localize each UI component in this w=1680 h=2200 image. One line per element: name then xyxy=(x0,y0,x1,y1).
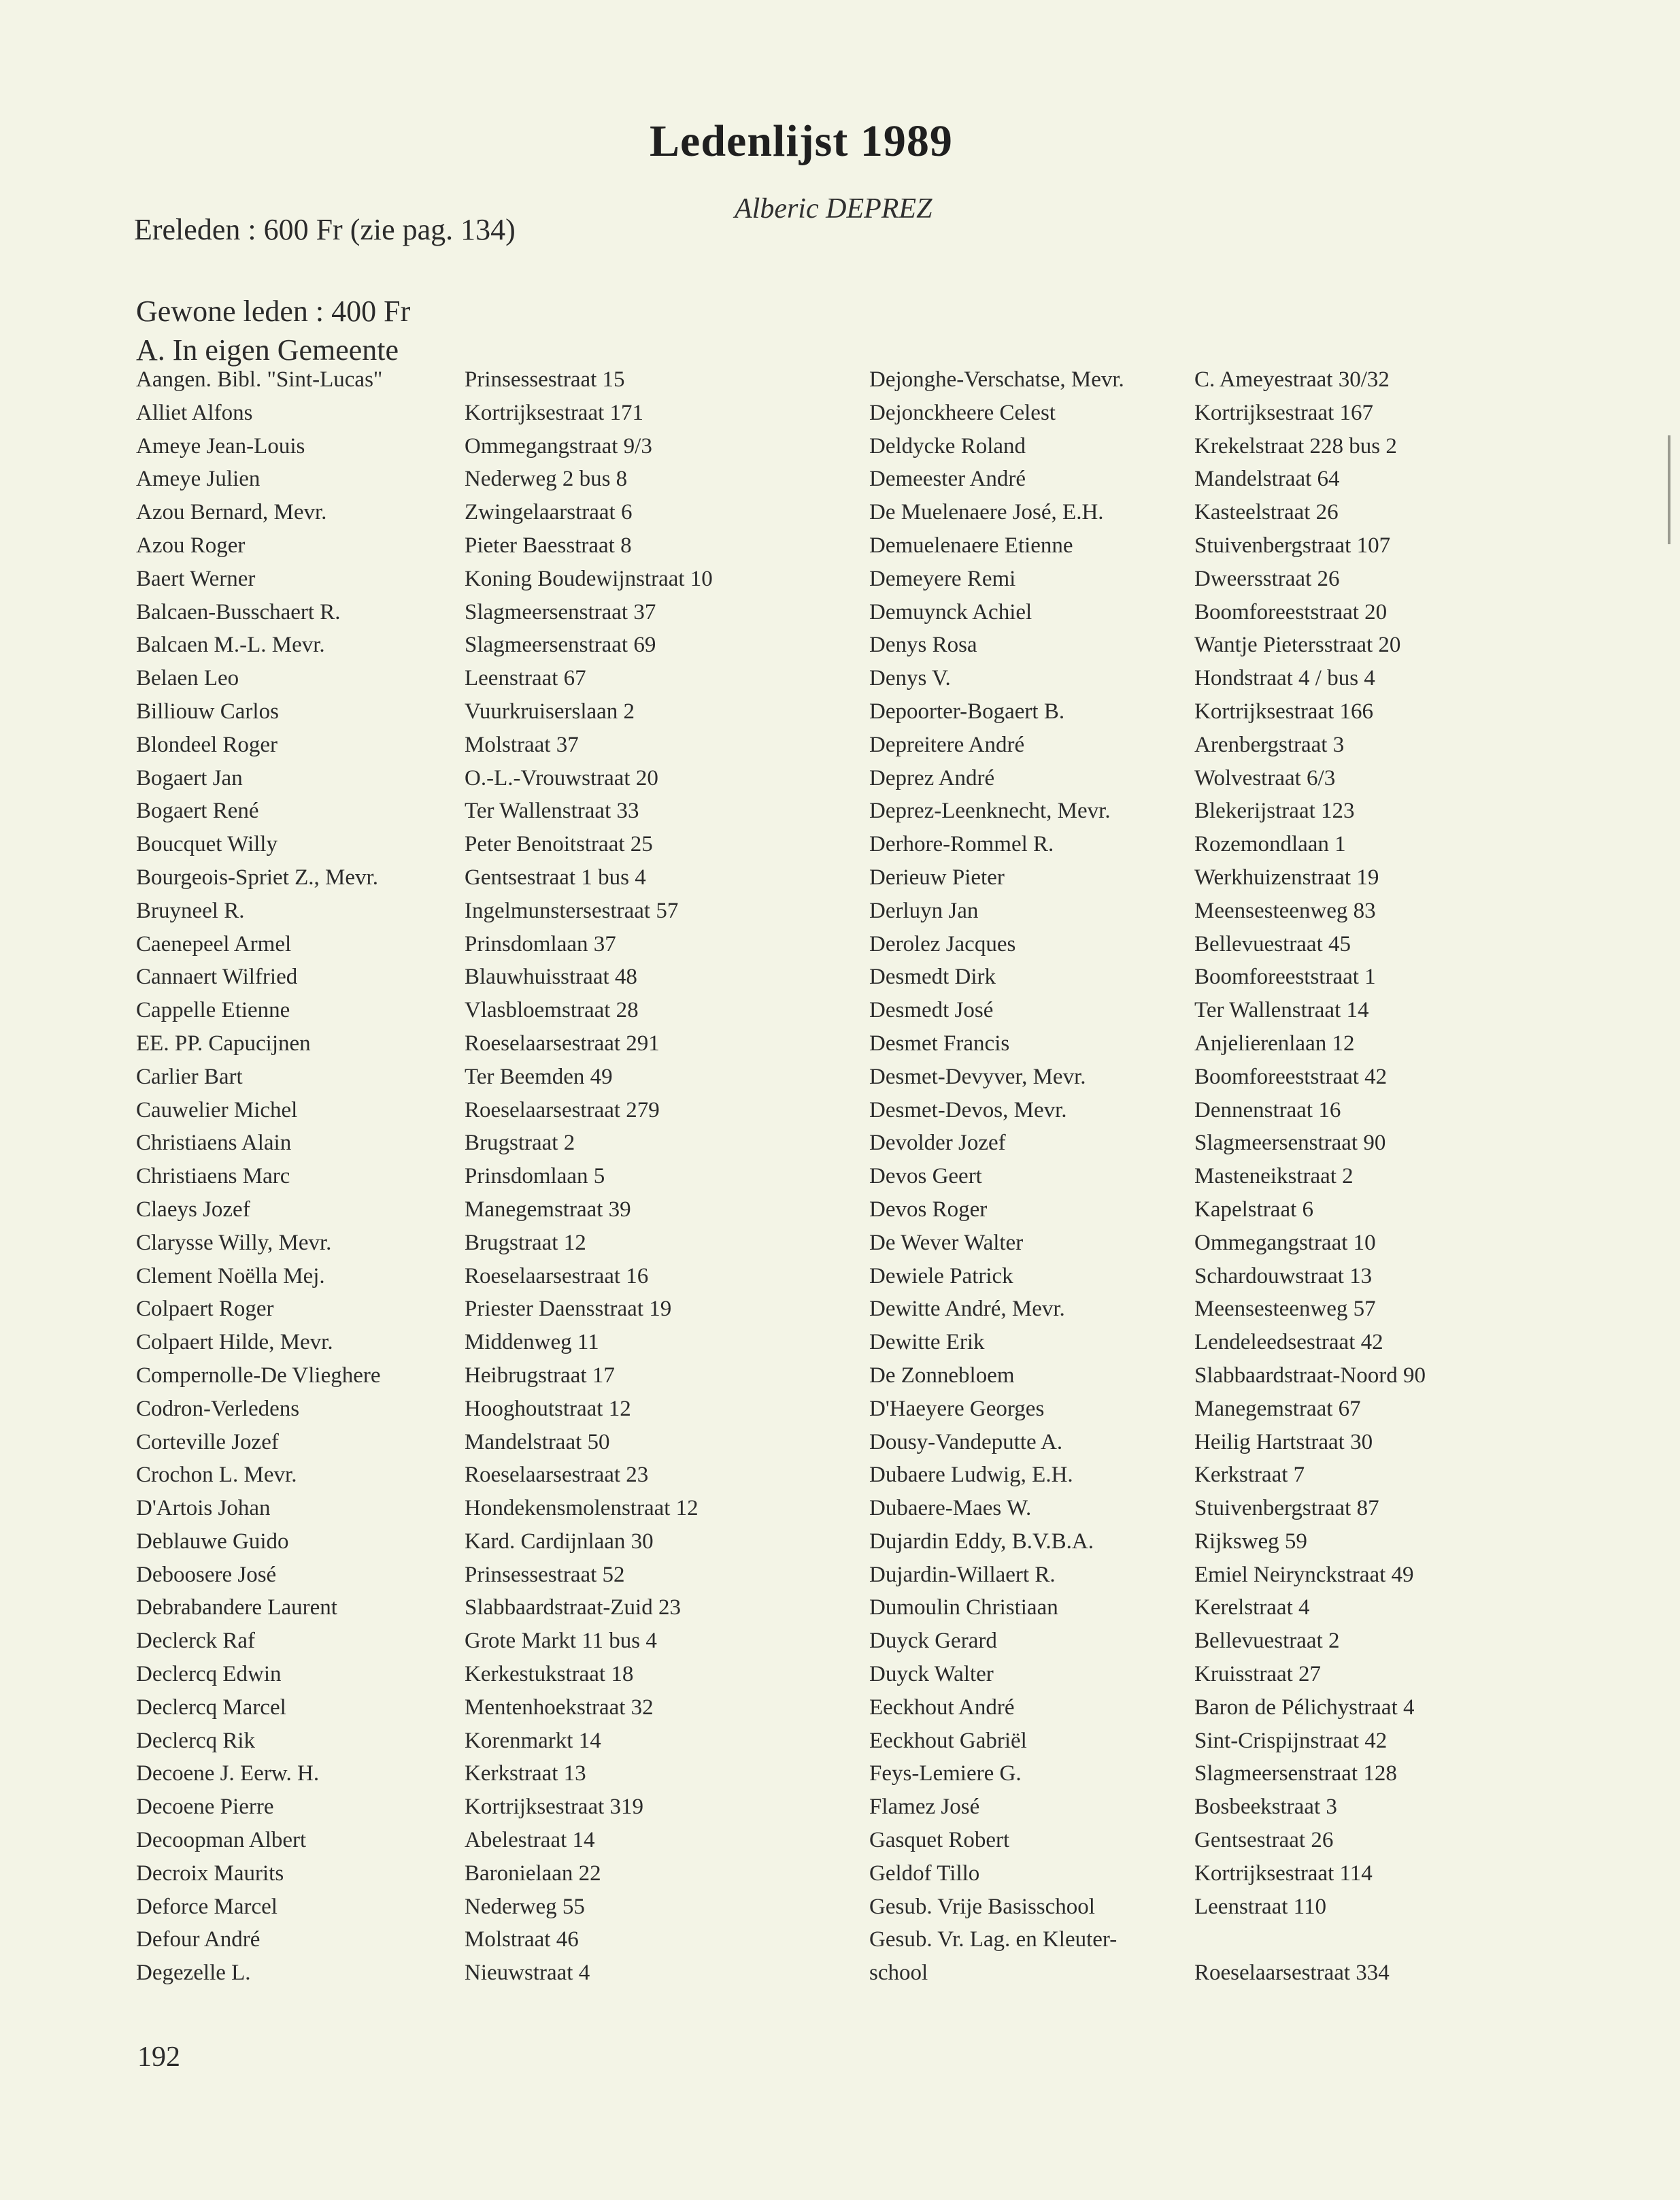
member-address: Kasteelstraat 26 xyxy=(1194,500,1339,525)
member-name: Desmet-Devyver, Mevr. xyxy=(869,1064,1086,1089)
member-address: Mandelstraat 64 xyxy=(1194,467,1340,492)
member-name: Demuynck Achiel xyxy=(869,599,1032,624)
member-address: Kapelstraat 6 xyxy=(1194,1197,1314,1222)
member-address: Gentsestraat 26 xyxy=(1194,1828,1334,1853)
member-name: Denys Rosa xyxy=(869,633,977,658)
member-name: Decoopman Albert xyxy=(136,1828,307,1853)
member-address: Hondstraat 4 / bus 4 xyxy=(1194,666,1375,691)
member-address: Ingelmunstersestraat 57 xyxy=(465,898,679,923)
member-name: Derieuw Pieter xyxy=(869,865,1005,890)
member-address: Grote Markt 11 bus 4 xyxy=(465,1629,657,1654)
member-address: Slagmeersenstraat 90 xyxy=(1194,1131,1386,1156)
member-address: Sint-Crispijnstraat 42 xyxy=(1194,1728,1388,1753)
member-address: Rijksweg 59 xyxy=(1194,1529,1307,1554)
honorary-members-fee: Ereleden : 600 Fr (zie pag. 134) xyxy=(134,213,516,246)
member-name: Caenepeel Armel xyxy=(136,931,292,956)
member-name: D'Haeyere Georges xyxy=(869,1396,1045,1421)
member-name: Azou Bernard, Mevr. xyxy=(136,500,327,525)
member-address: Boomforeeststraat 42 xyxy=(1194,1064,1388,1089)
member-address: Priester Daensstraat 19 xyxy=(465,1297,672,1322)
member-address: Korenmarkt 14 xyxy=(465,1728,601,1753)
member-name: Gesub. Vr. Lag. en Kleuter- xyxy=(869,1927,1118,1952)
member-name: Aangen. Bibl. "Sint-Lucas" xyxy=(136,367,383,392)
member-name: De Zonnebloem xyxy=(869,1363,1015,1388)
member-address: Ommegangstraat 9/3 xyxy=(465,433,652,459)
member-name: Desmedt Dirk xyxy=(869,965,996,990)
member-name: Clement Noëlla Mej. xyxy=(136,1263,325,1288)
member-name: Decoene J. Eerw. H. xyxy=(136,1761,320,1786)
member-address: Zwingelaarstraat 6 xyxy=(465,500,633,525)
member-name: Cauwelier Michel xyxy=(136,1097,298,1122)
member-name: Dewitte Erik xyxy=(869,1330,985,1355)
member-name: Dubaere Ludwig, E.H. xyxy=(869,1463,1073,1488)
page-edge-mark xyxy=(1668,435,1670,544)
member-address: Kortrijksestraat 319 xyxy=(465,1795,644,1820)
member-name: Decroix Maurits xyxy=(136,1861,284,1886)
member-name: Belaen Leo xyxy=(136,666,239,691)
member-name: Bogaert Jan xyxy=(136,765,243,790)
member-address: Molstraat 37 xyxy=(465,732,579,757)
member-address: Slabbaardstraat-Zuid 23 xyxy=(465,1595,681,1620)
member-address: Prinsdomlaan 5 xyxy=(465,1164,605,1189)
member-address: Kortrijksestraat 166 xyxy=(1194,699,1374,724)
member-address: C. Ameyestraat 30/32 xyxy=(1194,367,1390,392)
member-address: Nederweg 2 bus 8 xyxy=(465,467,628,492)
member-address: Heilig Hartstraat 30 xyxy=(1194,1429,1373,1454)
member-address: Ter Wallenstraat 14 xyxy=(1194,998,1369,1023)
member-name: Debrabandere Laurent xyxy=(136,1595,337,1620)
member-address: Baronielaan 22 xyxy=(465,1861,601,1886)
member-address: Meensesteenweg 83 xyxy=(1194,898,1376,923)
member-name: Defour André xyxy=(136,1927,261,1952)
member-name: Geldof Tillo xyxy=(869,1861,980,1886)
page-number: 192 xyxy=(137,2041,180,2073)
member-name: Depoorter-Bogaert B. xyxy=(869,699,1065,724)
member-name: Baert Werner xyxy=(136,566,256,591)
member-address: Dweersstraat 26 xyxy=(1194,566,1340,591)
member-name: Christiaens Alain xyxy=(136,1131,292,1156)
member-name: Desmet-Devos, Mevr. xyxy=(869,1097,1067,1122)
member-name: Alliet Alfons xyxy=(136,400,253,425)
member-address: Dennenstraat 16 xyxy=(1194,1097,1341,1122)
member-name: Dujardin Eddy, B.V.B.A. xyxy=(869,1529,1094,1554)
member-name: Deblauwe Guido xyxy=(136,1529,289,1554)
member-address: Schardouwstraat 13 xyxy=(1194,1263,1373,1288)
member-name: Blondeel Roger xyxy=(136,732,278,757)
member-address: O.-L.-Vrouwstraat 20 xyxy=(465,765,658,790)
member-address: Prinsdomlaan 37 xyxy=(465,931,616,956)
member-name: Dujardin-Willaert R. xyxy=(869,1562,1056,1587)
member-name: Codron-Verledens xyxy=(136,1396,300,1421)
member-name: Clarysse Willy, Mevr. xyxy=(136,1230,332,1255)
member-name: Gasquet Robert xyxy=(869,1828,1010,1853)
member-address: Nieuwstraat 4 xyxy=(465,1961,590,1986)
member-address: Manegemstraat 39 xyxy=(465,1197,631,1222)
member-address: Kard. Cardijnlaan 30 xyxy=(465,1529,654,1554)
member-address: Mentenhoekstraat 32 xyxy=(465,1695,654,1720)
author-name: Alberic DEPREZ xyxy=(735,193,933,224)
member-name: Depreitere André xyxy=(869,732,1025,757)
member-name: Deforce Marcel xyxy=(136,1894,278,1919)
member-address: Masteneikstraat 2 xyxy=(1194,1164,1354,1189)
member-name: Compernolle-De Vlieghere xyxy=(136,1363,381,1388)
member-address: Emiel Neirynckstraat 49 xyxy=(1194,1562,1414,1587)
member-address: Brugstraat 2 xyxy=(465,1131,575,1156)
member-address: Boomforeeststraat 20 xyxy=(1194,599,1388,624)
member-address: Bosbeekstraat 3 xyxy=(1194,1795,1337,1820)
member-address: Blekerijstraat 123 xyxy=(1194,799,1355,824)
member-address: Peter Benoitstraat 25 xyxy=(465,832,653,857)
member-name: Dumoulin Christiaan xyxy=(869,1595,1058,1620)
member-address: Hondekensmolenstraat 12 xyxy=(465,1496,699,1521)
member-address: Lendeleedsestraat 42 xyxy=(1194,1330,1383,1355)
member-name: Crochon L. Mevr. xyxy=(136,1463,297,1488)
member-address: Kerelstraat 4 xyxy=(1194,1595,1310,1620)
member-address: Anjelierenlaan 12 xyxy=(1194,1031,1355,1056)
member-name: Demeester André xyxy=(869,467,1026,492)
member-name: Feys-Lemiere G. xyxy=(869,1761,1022,1786)
member-address: Middenweg 11 xyxy=(465,1330,599,1355)
page-title: Ledenlijst 1989 xyxy=(650,116,953,166)
member-name: school xyxy=(869,1961,928,1986)
member-address: Kerkstraat 13 xyxy=(465,1761,586,1786)
member-address: Stuivenbergstraat 87 xyxy=(1194,1496,1379,1521)
member-name: Balcaen M.-L. Mevr. xyxy=(136,633,325,658)
member-name: Deprez André xyxy=(869,765,995,790)
member-name: Flamez José xyxy=(869,1795,980,1820)
member-address: Slagmeersenstraat 128 xyxy=(1194,1761,1397,1786)
member-address: Kruisstraat 27 xyxy=(1194,1662,1322,1687)
member-name: Christiaens Marc xyxy=(136,1164,290,1189)
member-name: De Muelenaere José, E.H. xyxy=(869,500,1104,525)
member-name: Desmedt José xyxy=(869,998,994,1023)
member-name: Devos Geert xyxy=(869,1164,982,1189)
member-address: Slagmeersenstraat 69 xyxy=(465,633,656,658)
member-name: Deprez-Leenknecht, Mevr. xyxy=(869,799,1111,824)
member-address: Kerkstraat 7 xyxy=(1194,1463,1305,1488)
member-address: Roeselaarsestraat 291 xyxy=(465,1031,660,1056)
member-name: Boucquet Willy xyxy=(136,832,278,857)
member-address: Boomforeeststraat 1 xyxy=(1194,965,1376,990)
member-name: Bruyneel R. xyxy=(136,898,245,923)
member-name: Duyck Gerard xyxy=(869,1629,997,1654)
member-address: Roeselaarsestraat 16 xyxy=(465,1263,649,1288)
member-address: Kortrijksestraat 114 xyxy=(1194,1861,1373,1886)
member-name: Derhore-Rommel R. xyxy=(869,832,1054,857)
member-address: Wolvestraat 6/3 xyxy=(1194,765,1336,790)
member-name: Degezelle L. xyxy=(136,1961,251,1986)
member-name: Ameye Julien xyxy=(136,467,261,492)
member-address: Werkhuizenstraat 19 xyxy=(1194,865,1379,890)
member-address: Ter Wallenstraat 33 xyxy=(465,799,639,824)
member-address xyxy=(1194,1923,1562,1956)
member-address: Baron de Pélichystraat 4 xyxy=(1194,1695,1415,1720)
member-name: Dejonghe-Verschatse, Mevr. xyxy=(869,367,1124,392)
member-name: Derluyn Jan xyxy=(869,898,979,923)
member-address: Ommegangstraat 10 xyxy=(1194,1230,1376,1255)
member-address: Abelestraat 14 xyxy=(465,1828,595,1853)
member-name: Dubaere-Maes W. xyxy=(869,1496,1032,1521)
member-address: Pieter Baesstraat 8 xyxy=(465,533,632,558)
member-address: Bellevuestraat 2 xyxy=(1194,1629,1340,1654)
section-heading: A. In eigen Gemeente xyxy=(136,333,399,367)
member-address: Bellevuestraat 45 xyxy=(1194,931,1351,956)
member-address: Roeselaarsestraat 334 xyxy=(1194,1961,1390,1986)
member-address: Leenstraat 67 xyxy=(465,666,586,691)
member-name: Colpaert Roger xyxy=(136,1297,274,1322)
member-name: Dejonckheere Celest xyxy=(869,400,1056,425)
member-address: Vuurkruiserslaan 2 xyxy=(465,699,635,724)
right-names-column xyxy=(869,363,1196,1990)
member-address: Mandelstraat 50 xyxy=(465,1429,610,1454)
member-address: Rozemondlaan 1 xyxy=(1194,832,1346,857)
member-name: Eeckhout André xyxy=(869,1695,1015,1720)
member-address: Slabbaardstraat-Noord 90 xyxy=(1194,1363,1426,1388)
member-address: Roeselaarsestraat 23 xyxy=(465,1463,649,1488)
member-name: Devolder Jozef xyxy=(869,1131,1006,1156)
left-addresses-column xyxy=(465,363,845,1990)
member-name: Corteville Jozef xyxy=(136,1429,279,1454)
member-name: Decoene Pierre xyxy=(136,1795,274,1820)
member-address: Ter Beemden 49 xyxy=(465,1064,613,1089)
member-address: Prinsessestraat 52 xyxy=(465,1562,625,1587)
member-address: Molstraat 46 xyxy=(465,1927,579,1952)
member-name: De Wever Walter xyxy=(869,1230,1024,1255)
member-name: Declercq Edwin xyxy=(136,1662,282,1687)
member-address: Gentsestraat 1 bus 4 xyxy=(465,865,646,890)
member-name: Ameye Jean-Louis xyxy=(136,433,305,459)
member-name: Dousy-Vandeputte A. xyxy=(869,1429,1063,1454)
member-name: Declerck Raf xyxy=(136,1629,255,1654)
member-name: Duyck Walter xyxy=(869,1662,994,1687)
member-name: Balcaen-Busschaert R. xyxy=(136,599,341,624)
member-address: Krekelstraat 228 bus 2 xyxy=(1194,433,1397,459)
member-name: Dewiele Patrick xyxy=(869,1263,1013,1288)
member-address: Prinsessestraat 15 xyxy=(465,367,625,392)
regular-members-fee: Gewone leden : 400 Fr xyxy=(136,295,411,328)
member-name: Declercq Rik xyxy=(136,1728,256,1753)
member-name: D'Artois Johan xyxy=(136,1496,271,1521)
member-name: Billiouw Carlos xyxy=(136,699,279,724)
member-address: Leenstraat 110 xyxy=(1194,1894,1326,1919)
member-address: Manegemstraat 67 xyxy=(1194,1396,1361,1421)
member-address: Kortrijksestraat 167 xyxy=(1194,400,1374,425)
member-name: Demeyere Remi xyxy=(869,566,1016,591)
member-address: Hooghoutstraat 12 xyxy=(465,1396,631,1421)
member-address: Meensesteenweg 57 xyxy=(1194,1297,1376,1322)
member-name: Claeys Jozef xyxy=(136,1197,250,1222)
member-address: Nederweg 55 xyxy=(465,1894,585,1919)
member-name: Eeckhout Gabriël xyxy=(869,1728,1027,1753)
member-name: Cappelle Etienne xyxy=(136,998,290,1023)
member-address: Vlasbloemstraat 28 xyxy=(465,998,639,1023)
member-name: Derolez Jacques xyxy=(869,931,1016,956)
member-address: Brugstraat 12 xyxy=(465,1230,586,1255)
member-name: Deldycke Roland xyxy=(869,433,1026,459)
member-name: Devos Roger xyxy=(869,1197,988,1222)
member-address: Stuivenbergstraat 107 xyxy=(1194,533,1391,558)
member-name: Desmet Francis xyxy=(869,1031,1010,1056)
member-address: Roeselaarsestraat 279 xyxy=(465,1097,660,1122)
member-name: Gesub. Vrije Basisschool xyxy=(869,1894,1095,1919)
member-address: Kerkestukstraat 18 xyxy=(465,1662,634,1687)
member-name: Bourgeois-Spriet Z., Mevr. xyxy=(136,865,378,890)
member-name: Azou Roger xyxy=(136,533,246,558)
member-name: Declercq Marcel xyxy=(136,1695,286,1720)
member-address: Slagmeersenstraat 37 xyxy=(465,599,656,624)
member-name: Demuelenaere Etienne xyxy=(869,533,1073,558)
member-name: Bogaert René xyxy=(136,799,259,824)
member-name: Dewitte André, Mevr. xyxy=(869,1297,1065,1322)
right-addresses-column xyxy=(1194,363,1562,1990)
member-address: Kortrijksestraat 171 xyxy=(465,400,644,425)
member-name: Colpaert Hilde, Mevr. xyxy=(136,1330,333,1355)
member-name: Carlier Bart xyxy=(136,1064,243,1089)
member-name: Deboosere José xyxy=(136,1562,277,1587)
member-name: Cannaert Wilfried xyxy=(136,965,298,990)
member-address: Wantje Pietersstraat 20 xyxy=(1194,633,1401,658)
member-address: Koning Boudewijnstraat 10 xyxy=(465,566,713,591)
member-address: Blauwhuisstraat 48 xyxy=(465,965,637,990)
member-address: Arenbergstraat 3 xyxy=(1194,732,1345,757)
member-address: Heibrugstraat 17 xyxy=(465,1363,615,1388)
left-names-column xyxy=(136,363,463,1990)
member-name: Denys V. xyxy=(869,666,951,691)
member-name: EE. PP. Capucijnen xyxy=(136,1031,311,1056)
